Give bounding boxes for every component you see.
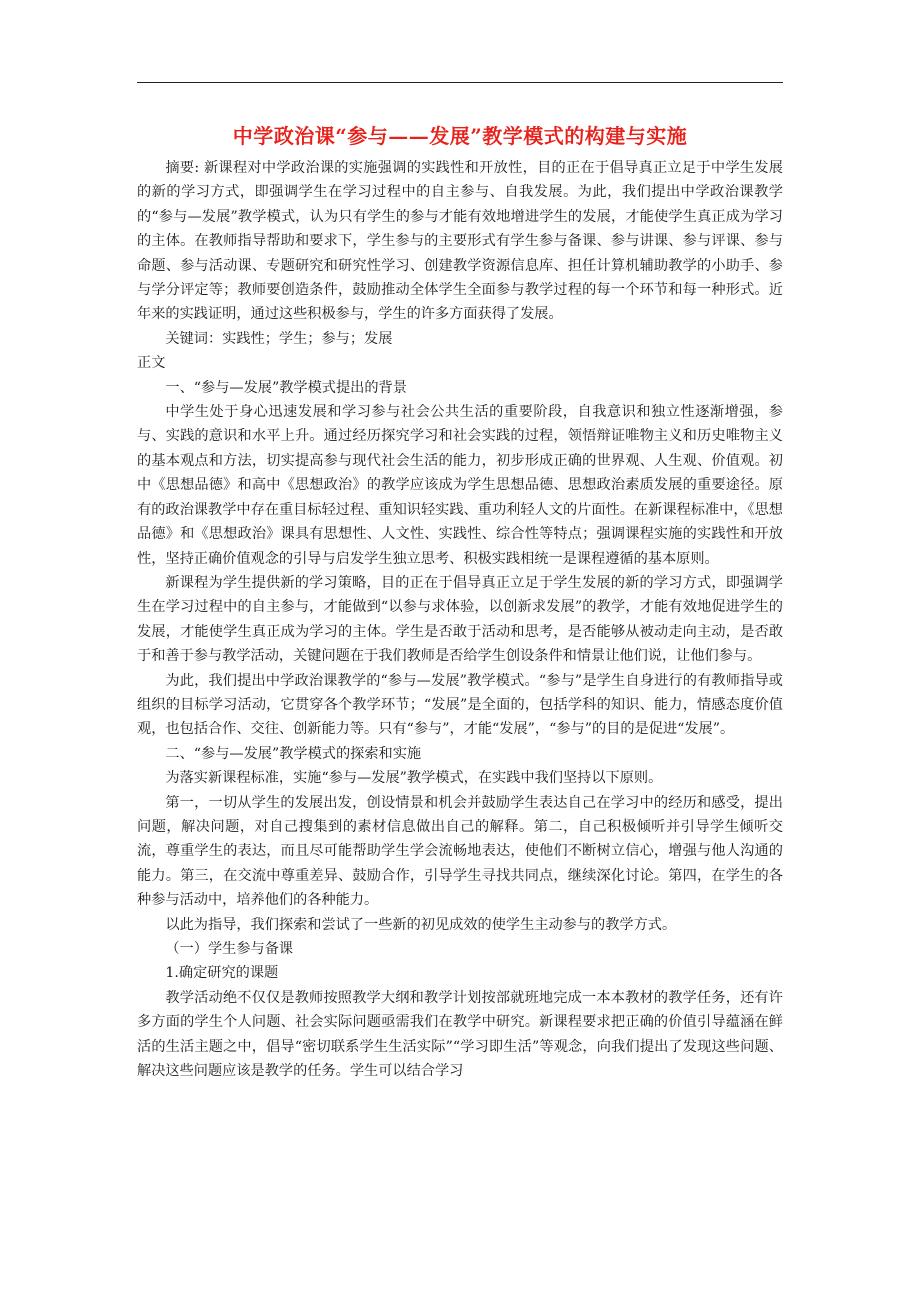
- document-body: [137, 156, 783, 1083]
- body-paragraph: 为此，我们提出中学政治课教学的“参与—发展”教学模式。“参与”是学生自身进行的有教师指导或组织的目标学习活动，它贯穿各个教学环节；“发展”是全面的，包括学科的知识、能力，情感态度价值观，也包括合作、交往、创新能力等。只有“参与”，才能“发展”，“参与”的目的是促进“发展”。: [137, 672, 783, 738]
- subsection-heading: （一）学生参与备课: [165, 941, 294, 957]
- abstract-paragraph: 摘要: 新课程对中学政治课的实施强调的实践性和开放性，目的正在于倡导真正立足于中学生发展的新的学习方式，即强调学生在学习过程中的自主参与、自我发展。为此，我们提出中学政治课教学的“参与—发展”教学模式，认为只有学生的参与才能有效地增进学生的发展，才能使学生真正成为学习的主体。在教师指导帮助和要求下，学生参与的主要形式有学生参与备课、参与讲课、参与评课、参与命题、参与活动课、专题研究和研究性学习、创建教学资源信息库、担任计算机辅助教学的小助手、参与学分评定等；教师要创造条件，鼓励推动全体学生全面参与教学过程的每一个环节和每一种形式。近年来的实践证明，通过这些积极参与，学生的许多方面获得了发展。: [137, 160, 783, 323]
- body-paragraph: 中学生处于身心迅速发展和学习参与社会公共生活的重要阶段，自我意识和独立性逐渐增强，参与、实践的意识和水平上升。通过经历探究学习和社会实践的过程，领悟辩证唯物主义和历史唯物主义的基本观点和方法，切实提高参与现代社会生活的能力，初步形成正确的世界观、人生观、价值观。初中《思想品德》和高中《思想政治》的教学应该成为学生思想品德、思想政治素质发展的重要途径。原有的政治课教学中存在重目标轻过程、重知识轻实践、重功利轻人文的片面性。在新课程标准中，《思想品德》和《思想政治》课具有思想性、人文性、实践性、综合性等特点；强调课程实施的实践性和开放性，坚持正确价值观念的引导与启发学生独立思考、积极实践相统一是课程遵循的基本原则。: [137, 404, 783, 567]
- item-heading: 1.确定研究的课题: [165, 965, 279, 982]
- header-rule: [137, 82, 783, 83]
- body-paragraph: 以此为指导，我们探索和尝试了一些新的初见成效的使学生主动参与的教学方式。: [165, 916, 677, 933]
- body-paragraph: 新课程为学生提供新的学习策略，目的正在于倡导真正立足于学生发展的新的学习方式，即强调学生在学习过程中的自主参与，才能做到“以参与求体验，以创新求发展”的教学，才能有效地促进学生的发展，才能使学生真正成为学习的主体。学生是否敢于活动和思考，是否能够从被动走向主动，是否敢于和善于参与教学活动，关键问题在于我们教师是否给学生创设条件和情景让他们说，让他们参与。: [137, 574, 783, 665]
- body-label: 正文: [137, 355, 166, 372]
- section-heading: 一、“参与—发展”教学模式提出的背景: [165, 379, 407, 396]
- section-heading: 二、“参与—发展”教学模式的探索和实施: [165, 745, 422, 762]
- body-paragraph: 第一，一切从学生的发展出发，创设情景和机会并鼓励学生表达自己在学习中的经历和感受，提出问题，解决问题，对自己搜集到的素材信息做出自己的解释。第二，自己积极倾听并引导学生倾听交流，尊重学生的表达，而且尽可能帮助学生学会流畅地表达，使他们不断树立信心，增强与他人沟通的能力。第三，在交流中尊重差异、鼓励合作，引导学生寻找共同点，继续深化讨论。第四，在学生的各种参与活动中，培养他们的各种能力。: [137, 794, 783, 909]
- document-title: 中学政治课“参与——发展”教学模式的构建与实施: [232, 124, 688, 148]
- keywords-line: 关键词：实践性；学生；参与；发展: [165, 330, 393, 347]
- body-paragraph: 教学活动绝不仅仅是教师按照教学大纲和教学计划按部就班地完成一本本教材的教学任务，还有许多方面的学生个人问题、社会实际问题亟需我们在教学中研究。新课程要求把正确的价值引导蕴涵在鲜活的生活主题之中，倡导“密切联系学生生活实际”“学习即生活”等观念，向我们提出了发现这些问题、解决这些问题应该是教学的任务。学生可以结合学习: [137, 989, 783, 1080]
- body-paragraph: 为落实新课程标准，实施“参与—发展”教学模式，在实践中我们坚持以下原则。: [165, 770, 663, 787]
